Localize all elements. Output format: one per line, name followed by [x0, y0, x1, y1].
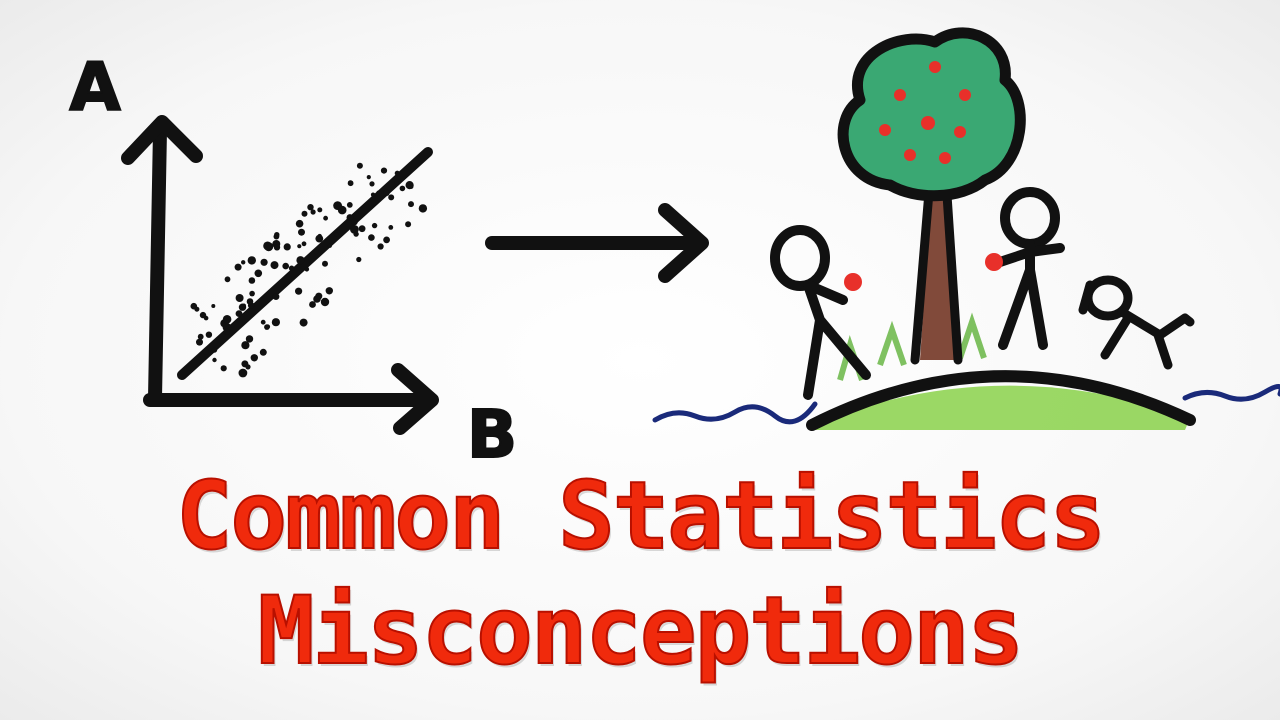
scatter-dot: [351, 219, 358, 226]
scatter-dot: [314, 250, 319, 255]
scatter-dot: [369, 181, 374, 186]
apple-held-right: [985, 253, 1003, 271]
scatter-dot: [376, 190, 381, 195]
scatter-dot: [326, 287, 333, 294]
tree-canopy: [843, 33, 1020, 196]
scatter-dot: [284, 243, 291, 250]
scatter-dot: [221, 365, 227, 371]
scatter-dot: [241, 341, 249, 349]
scatter-dot: [334, 232, 338, 236]
stick-figure-left: [775, 230, 866, 395]
scatter-dots: [191, 163, 428, 378]
scatter-dot: [400, 186, 406, 192]
scatter-dot: [236, 310, 243, 317]
title-line-1: Common Statistics: [175, 462, 1105, 571]
island-scene: [655, 33, 1280, 430]
apple: [954, 126, 966, 138]
scatter-dot: [300, 319, 308, 327]
scatter-dot: [241, 260, 245, 264]
scatter-dot: [302, 241, 307, 246]
apple: [929, 61, 941, 73]
scatter-dot: [274, 244, 280, 250]
scatter-dot: [296, 220, 304, 228]
scatter-dot: [285, 275, 293, 283]
scatter-dot: [372, 223, 377, 228]
scatter-dot: [419, 204, 427, 212]
scatter-dot: [204, 316, 209, 321]
scatter-dot: [254, 270, 262, 278]
scatter-dot: [247, 298, 254, 305]
stick-figure-right: [1000, 192, 1060, 345]
scatter-dot: [395, 171, 400, 176]
scatter-dot: [274, 234, 280, 240]
scatter-dot: [249, 277, 256, 284]
scatter-dot: [206, 332, 212, 338]
scatter-dot: [317, 207, 322, 212]
scatter-dot: [271, 261, 279, 269]
scatter-dot: [371, 193, 375, 197]
scatter-dot: [273, 293, 280, 300]
scatter-dot: [242, 304, 246, 308]
scatter-dot: [348, 180, 354, 186]
scatter-dot: [384, 190, 390, 196]
scatter-dot: [225, 276, 231, 282]
title-line-2: Misconceptions: [257, 577, 1023, 686]
scatter-dot: [305, 267, 310, 272]
dog-figure: [1083, 280, 1190, 365]
scatter-dot: [224, 329, 230, 335]
y-axis: [155, 130, 160, 398]
scatter-dot: [394, 180, 398, 184]
scatter-dot: [350, 225, 359, 234]
scatter-dot: [212, 347, 217, 352]
scatter-dot: [367, 175, 371, 179]
scatter-dot: [408, 201, 414, 207]
scatter-dot: [212, 358, 216, 362]
scatter-dot: [359, 225, 366, 232]
apple-held-left: [844, 273, 862, 291]
trend-line: [182, 152, 428, 375]
scatter-dot: [388, 194, 394, 200]
scatter-dot: [251, 354, 258, 361]
scatter-dot: [323, 216, 328, 221]
scatter-plot: [128, 122, 432, 428]
scatter-dot: [328, 244, 332, 248]
scatter-dot: [203, 349, 209, 355]
scatter-dot: [245, 364, 250, 369]
apple: [921, 116, 935, 130]
scatter-dot: [383, 237, 390, 244]
scatter-dot: [405, 221, 411, 227]
apple: [904, 149, 916, 161]
scatter-dot: [409, 184, 414, 189]
scatter-dot: [298, 229, 305, 236]
apple: [879, 124, 891, 136]
scatter-dot: [235, 264, 242, 271]
scatter-dot: [388, 225, 393, 230]
scatter-dot: [322, 261, 328, 267]
scatter-dot: [261, 259, 268, 266]
scatter-dot: [318, 234, 322, 238]
y-axis-label: A: [69, 49, 121, 126]
scatter-dot: [248, 256, 256, 264]
scatter-dot: [368, 234, 375, 241]
scatter-dot: [272, 318, 280, 326]
scatter-dot: [289, 266, 294, 271]
scatter-dot: [282, 263, 289, 270]
scatter-dot: [236, 294, 244, 302]
scatter-dot: [296, 256, 304, 264]
scatter-dot: [347, 202, 353, 208]
scatter-dot: [297, 244, 301, 248]
scatter-dot: [321, 298, 329, 306]
scatter-dot: [338, 206, 347, 215]
scatter-dot: [295, 288, 302, 295]
scatter-dot: [260, 349, 267, 356]
scatter-dot: [223, 315, 232, 324]
scatter-dot: [309, 301, 316, 308]
scatter-dot: [261, 320, 266, 325]
scatter-dot: [196, 339, 203, 346]
scatter-dot: [378, 243, 384, 249]
scatter-dot: [249, 291, 255, 297]
apple: [939, 152, 951, 164]
scatter-dot: [311, 209, 316, 214]
scatter-dot: [357, 163, 363, 169]
scatter-dot: [211, 304, 215, 308]
scatter-dot: [302, 211, 308, 217]
scatter-dot: [264, 324, 270, 330]
scatter-dot: [381, 168, 387, 174]
scatter-dot: [263, 242, 272, 251]
apple: [959, 89, 971, 101]
scatter-dot: [194, 307, 199, 312]
scatter-dot: [239, 369, 248, 378]
scatter-dot: [356, 257, 361, 262]
arrow-right-icon: [492, 210, 702, 276]
apple: [894, 89, 906, 101]
x-axis-label: B: [466, 396, 518, 473]
